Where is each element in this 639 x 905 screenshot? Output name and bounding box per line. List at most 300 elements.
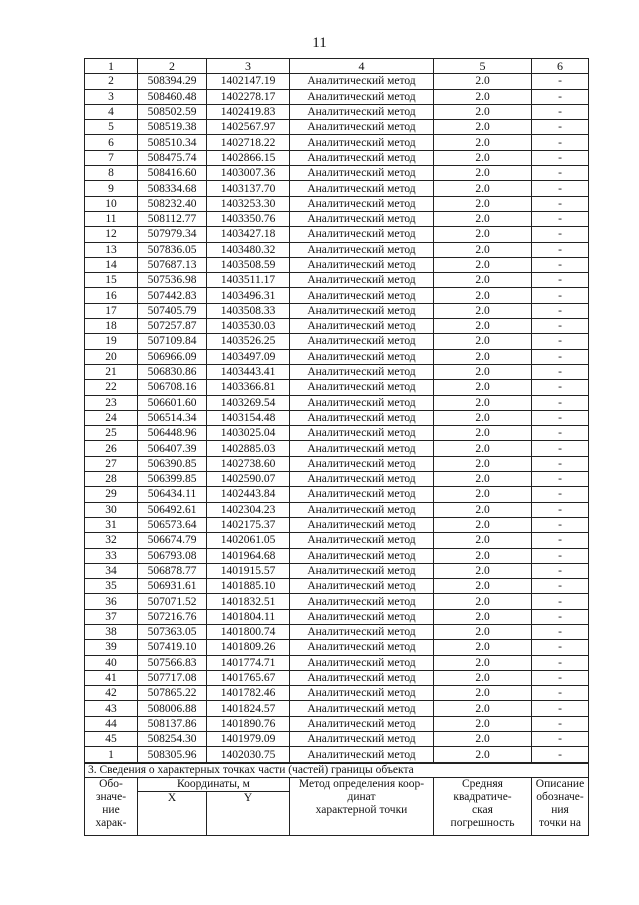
y-coordinate-cell: 1403508.33	[207, 303, 290, 318]
description-cell: -	[532, 150, 589, 165]
x-coordinate-cell: 506492.61	[138, 502, 207, 517]
point-number-cell: 8	[85, 166, 138, 181]
description-cell: -	[532, 410, 589, 425]
accuracy-cell: 2.0	[434, 196, 532, 211]
accuracy-cell: 2.0	[434, 181, 532, 196]
description-cell: -	[532, 380, 589, 395]
header-cell-3: 3	[207, 59, 290, 74]
point-number-cell: 12	[85, 227, 138, 242]
method-cell: Аналитический метод	[290, 319, 434, 334]
accuracy-cell: 2.0	[434, 104, 532, 119]
description-cell: -	[532, 732, 589, 747]
description-cell: -	[532, 517, 589, 532]
accuracy-cell: 2.0	[434, 349, 532, 364]
accuracy-cell: 2.0	[434, 456, 532, 471]
accuracy-cell: 2.0	[434, 257, 532, 272]
accuracy-cell: 2.0	[434, 716, 532, 731]
x-coordinate-cell: 507836.05	[138, 242, 207, 257]
accuracy-cell: 2.0	[434, 150, 532, 165]
method-cell: Аналитический метод	[290, 410, 434, 425]
y-coordinate-cell: 1402304.23	[207, 502, 290, 517]
x-coordinate-cell: 506399.85	[138, 472, 207, 487]
x-coordinate-cell: 507216.76	[138, 609, 207, 624]
method-cell: Аналитический метод	[290, 732, 434, 747]
table-row	[85, 472, 589, 487]
header-cell-4: 4	[290, 59, 434, 74]
y-coordinate-cell: 1403366.81	[207, 380, 290, 395]
x-coordinate-cell: 508006.88	[138, 701, 207, 716]
table-row	[85, 548, 589, 563]
point-number-cell: 34	[85, 563, 138, 578]
table-row	[85, 456, 589, 471]
point-number-cell: 3	[85, 89, 138, 104]
y-coordinate-cell: 1402419.83	[207, 104, 290, 119]
point-number-cell: 38	[85, 624, 138, 639]
y-coordinate-cell: 1403497.09	[207, 349, 290, 364]
point-number-cell: 40	[85, 655, 138, 670]
point-number-cell: 33	[85, 548, 138, 563]
table-row	[85, 211, 589, 226]
method-cell: Аналитический метод	[290, 624, 434, 639]
x-coordinate-cell: 506708.16	[138, 380, 207, 395]
y-coordinate-cell: 1402278.17	[207, 89, 290, 104]
x-coordinate-cell: 508112.77	[138, 211, 207, 226]
x-coordinate-cell: 506793.08	[138, 548, 207, 563]
method-cell: Аналитический метод	[290, 670, 434, 685]
y-coordinate-cell: 1402885.03	[207, 441, 290, 456]
point-designation-header	[85, 778, 138, 836]
table-row	[85, 89, 589, 104]
y-coordinate-cell: 1402147.19	[207, 74, 290, 89]
description-header	[532, 778, 589, 836]
x-coordinate-cell: 508510.34	[138, 135, 207, 150]
accuracy-cell: 2.0	[434, 74, 532, 89]
table-row	[85, 273, 589, 288]
x-coordinate-cell: 508416.60	[138, 166, 207, 181]
method-cell: Аналитический метод	[290, 303, 434, 318]
point-number-cell: 20	[85, 349, 138, 364]
method-cell: Аналитический метод	[290, 227, 434, 242]
description-cell: -	[532, 334, 589, 349]
x-coordinate-cell: 508137.86	[138, 716, 207, 731]
table-row	[85, 716, 589, 731]
table-row	[85, 227, 589, 242]
description-cell: -	[532, 716, 589, 731]
y-coordinate-cell: 1402443.84	[207, 487, 290, 502]
x-coordinate-cell: 506966.09	[138, 349, 207, 364]
description-cell: -	[532, 364, 589, 379]
accuracy-cell: 2.0	[434, 410, 532, 425]
page-number: 11	[312, 35, 327, 51]
method-cell: Аналитический метод	[290, 640, 434, 655]
description-cell: -	[532, 686, 589, 701]
accuracy-cell: 2.0	[434, 548, 532, 563]
accuracy-cell: 2.0	[434, 380, 532, 395]
accuracy-cell: 2.0	[434, 502, 532, 517]
description-cell: -	[532, 533, 589, 548]
description-cell: -	[532, 747, 589, 762]
x-coordinate-cell: 508254.30	[138, 732, 207, 747]
y-coordinate-cell: 1401765.67	[207, 670, 290, 685]
point-number-cell: 23	[85, 395, 138, 410]
method-cell: Аналитический метод	[290, 242, 434, 257]
y-coordinate-cell: 1401885.10	[207, 579, 290, 594]
y-coordinate-cell: 1403269.54	[207, 395, 290, 410]
point-number-cell: 22	[85, 380, 138, 395]
method-cell: Аналитический метод	[290, 89, 434, 104]
x-coordinate-cell: 507687.13	[138, 257, 207, 272]
accuracy-cell: 2.0	[434, 334, 532, 349]
point-number-cell: 28	[85, 472, 138, 487]
table-row	[85, 135, 589, 150]
description-cell: -	[532, 563, 589, 578]
point-number-cell: 21	[85, 364, 138, 379]
coordinates-table	[84, 58, 589, 763]
y-coordinate-cell: 1403427.18	[207, 227, 290, 242]
y-coordinate-cell: 1402866.15	[207, 150, 290, 165]
method-cell: Аналитический метод	[290, 104, 434, 119]
x-coordinate-cell: 508394.29	[138, 74, 207, 89]
table-row	[85, 150, 589, 165]
point-number-cell: 24	[85, 410, 138, 425]
accuracy-cell: 2.0	[434, 533, 532, 548]
accuracy-cell: 2.0	[434, 670, 532, 685]
table-row	[85, 701, 589, 716]
description-cell: -	[532, 594, 589, 609]
description-cell: -	[532, 288, 589, 303]
y-coordinate-cell: 1403154.48	[207, 410, 290, 425]
table-row	[85, 395, 589, 410]
header-cell-2: 2	[138, 59, 207, 74]
method-cell: Аналитический метод	[290, 273, 434, 288]
point-number-cell: 44	[85, 716, 138, 731]
x-header: X	[138, 792, 207, 836]
method-cell: Аналитический метод	[290, 196, 434, 211]
method-cell: Аналитический метод	[290, 166, 434, 181]
x-coordinate-cell: 506931.61	[138, 579, 207, 594]
description-label: Описание обозначе- ния точки на	[535, 778, 585, 829]
description-cell: -	[532, 548, 589, 563]
table-row	[85, 594, 589, 609]
y-coordinate-cell: 1402590.07	[207, 472, 290, 487]
point-number-cell: 31	[85, 517, 138, 532]
description-cell: -	[532, 640, 589, 655]
y-coordinate-cell: 1403025.04	[207, 426, 290, 441]
table-row	[85, 334, 589, 349]
point-number-cell: 11	[85, 211, 138, 226]
point-number-cell: 30	[85, 502, 138, 517]
x-coordinate-cell: 506514.34	[138, 410, 207, 425]
y-coordinate-cell: 1402718.22	[207, 135, 290, 150]
table-row	[85, 655, 589, 670]
x-coordinate-cell: 507257.87	[138, 319, 207, 334]
section-3-title-row	[85, 764, 589, 778]
point-number-cell: 37	[85, 609, 138, 624]
description-cell: -	[532, 502, 589, 517]
table-row	[85, 104, 589, 119]
table-row	[85, 579, 589, 594]
method-cell: Аналитический метод	[290, 211, 434, 226]
table-row	[85, 624, 589, 639]
description-cell: -	[532, 211, 589, 226]
section-3-header-row-1	[85, 778, 589, 792]
table-row	[85, 196, 589, 211]
method-label: Метод определения коор- динат характерной точки	[298, 778, 425, 816]
description-cell: -	[532, 579, 589, 594]
method-cell: Аналитический метод	[290, 579, 434, 594]
accuracy-cell: 2.0	[434, 517, 532, 532]
table-row	[85, 747, 589, 762]
description-cell: -	[532, 135, 589, 150]
y-coordinate-cell: 1403350.76	[207, 211, 290, 226]
y-coordinate-cell: 1401890.76	[207, 716, 290, 731]
description-cell: -	[532, 257, 589, 272]
x-coordinate-cell: 508232.40	[138, 196, 207, 211]
x-coordinate-cell: 507979.34	[138, 227, 207, 242]
accuracy-cell: 2.0	[434, 472, 532, 487]
point-number-cell: 10	[85, 196, 138, 211]
method-cell: Аналитический метод	[290, 701, 434, 716]
accuracy-cell: 2.0	[434, 701, 532, 716]
accuracy-cell: 2.0	[434, 242, 532, 257]
description-cell: -	[532, 196, 589, 211]
method-cell: Аналитический метод	[290, 257, 434, 272]
method-cell: Аналитический метод	[290, 533, 434, 548]
point-number-cell: 13	[85, 242, 138, 257]
table-row	[85, 257, 589, 272]
y-coordinate-cell: 1403496.31	[207, 288, 290, 303]
point-number-cell: 2	[85, 74, 138, 89]
method-header	[290, 778, 434, 836]
method-cell: Аналитический метод	[290, 548, 434, 563]
y-coordinate-cell: 1401800.74	[207, 624, 290, 639]
point-number-cell: 16	[85, 288, 138, 303]
description-cell: -	[532, 120, 589, 135]
accuracy-cell: 2.0	[434, 211, 532, 226]
point-number-cell: 32	[85, 533, 138, 548]
x-coordinate-cell: 507865.22	[138, 686, 207, 701]
y-coordinate-cell: 1403480.32	[207, 242, 290, 257]
method-cell: Аналитический метод	[290, 655, 434, 670]
accuracy-cell: 2.0	[434, 686, 532, 701]
description-cell: -	[532, 104, 589, 119]
point-number-cell: 29	[85, 487, 138, 502]
point-number-cell: 14	[85, 257, 138, 272]
method-cell: Аналитический метод	[290, 395, 434, 410]
table-row	[85, 533, 589, 548]
description-cell: -	[532, 273, 589, 288]
accuracy-cell: 2.0	[434, 609, 532, 624]
x-coordinate-cell: 508334.68	[138, 181, 207, 196]
method-cell: Аналитический метод	[290, 472, 434, 487]
x-coordinate-cell: 507536.98	[138, 273, 207, 288]
y-coordinate-cell: 1402030.75	[207, 747, 290, 762]
accuracy-cell: 2.0	[434, 166, 532, 181]
table-row	[85, 349, 589, 364]
y-coordinate-cell: 1401915.57	[207, 563, 290, 578]
point-number-cell: 17	[85, 303, 138, 318]
description-cell: -	[532, 319, 589, 334]
x-coordinate-cell: 507442.83	[138, 288, 207, 303]
y-coordinate-cell: 1401782.46	[207, 686, 290, 701]
table-row	[85, 364, 589, 379]
method-cell: Аналитический метод	[290, 456, 434, 471]
accuracy-cell: 2.0	[434, 273, 532, 288]
description-cell: -	[532, 624, 589, 639]
description-cell: -	[532, 74, 589, 89]
description-cell: -	[532, 426, 589, 441]
method-cell: Аналитический метод	[290, 686, 434, 701]
x-coordinate-cell: 506830.86	[138, 364, 207, 379]
table-row	[85, 181, 589, 196]
description-cell: -	[532, 166, 589, 181]
x-coordinate-cell: 506448.96	[138, 426, 207, 441]
header-cell-6: 6	[532, 59, 589, 74]
point-number-cell: 15	[85, 273, 138, 288]
method-cell: Аналитический метод	[290, 563, 434, 578]
section-3-title: 3. Сведения о характерных точках части (частей) границы объекта	[85, 764, 589, 778]
point-number-cell: 42	[85, 686, 138, 701]
x-coordinate-cell: 506573.64	[138, 517, 207, 532]
y-coordinate-cell: 1402175.37	[207, 517, 290, 532]
x-coordinate-cell: 507717.08	[138, 670, 207, 685]
method-cell: Аналитический метод	[290, 349, 434, 364]
table-row	[85, 74, 589, 89]
y-coordinate-cell: 1401979.09	[207, 732, 290, 747]
y-coordinate-cell: 1403508.59	[207, 257, 290, 272]
description-cell: -	[532, 609, 589, 624]
table-row	[85, 609, 589, 624]
y-coordinate-cell: 1403526.25	[207, 334, 290, 349]
table-row	[85, 441, 589, 456]
accuracy-cell: 2.0	[434, 487, 532, 502]
y-coordinate-cell: 1403511.17	[207, 273, 290, 288]
description-cell: -	[532, 487, 589, 502]
method-cell: Аналитический метод	[290, 426, 434, 441]
description-cell: -	[532, 227, 589, 242]
x-coordinate-cell: 508460.48	[138, 89, 207, 104]
table-row	[85, 288, 589, 303]
point-number-cell: 43	[85, 701, 138, 716]
point-number-cell: 41	[85, 670, 138, 685]
x-coordinate-cell: 508475.74	[138, 150, 207, 165]
accuracy-cell: 2.0	[434, 120, 532, 135]
y-coordinate-cell: 1401824.57	[207, 701, 290, 716]
method-cell: Аналитический метод	[290, 487, 434, 502]
table-row	[85, 640, 589, 655]
point-number-cell: 1	[85, 747, 138, 762]
section-3-table	[84, 763, 589, 836]
table-row	[85, 502, 589, 517]
method-cell: Аналитический метод	[290, 181, 434, 196]
method-cell: Аналитический метод	[290, 502, 434, 517]
point-number-cell: 35	[85, 579, 138, 594]
y-coordinate-cell: 1402567.97	[207, 120, 290, 135]
x-coordinate-cell: 506390.85	[138, 456, 207, 471]
point-number-cell: 9	[85, 181, 138, 196]
accuracy-cell: 2.0	[434, 579, 532, 594]
accuracy-cell: 2.0	[434, 563, 532, 578]
header-cell-1: 1	[85, 59, 138, 74]
method-cell: Аналитический метод	[290, 334, 434, 349]
description-cell: -	[532, 441, 589, 456]
accuracy-header	[434, 778, 532, 836]
accuracy-cell: 2.0	[434, 135, 532, 150]
header-cell-5: 5	[434, 59, 532, 74]
table-row	[85, 517, 589, 532]
point-number-cell: 6	[85, 135, 138, 150]
table-row	[85, 319, 589, 334]
x-coordinate-cell: 508502.59	[138, 104, 207, 119]
description-cell: -	[532, 670, 589, 685]
point-designation-label: Обо- значе- ние харак-	[95, 778, 127, 829]
description-cell: -	[532, 655, 589, 670]
point-number-cell: 4	[85, 104, 138, 119]
y-coordinate-cell: 1403007.36	[207, 166, 290, 181]
table-row	[85, 686, 589, 701]
method-cell: Аналитический метод	[290, 716, 434, 731]
accuracy-cell: 2.0	[434, 227, 532, 242]
point-number-cell: 25	[85, 426, 138, 441]
y-coordinate-cell: 1401774.71	[207, 655, 290, 670]
table-header-row	[85, 59, 589, 74]
table-row	[85, 303, 589, 318]
accuracy-cell: 2.0	[434, 594, 532, 609]
x-coordinate-cell: 506601.60	[138, 395, 207, 410]
method-cell: Аналитический метод	[290, 380, 434, 395]
table-row	[85, 487, 589, 502]
table-row	[85, 426, 589, 441]
table-row	[85, 563, 589, 578]
x-coordinate-cell: 506407.39	[138, 441, 207, 456]
method-cell: Аналитический метод	[290, 441, 434, 456]
accuracy-cell: 2.0	[434, 364, 532, 379]
description-cell: -	[532, 242, 589, 257]
y-coordinate-cell: 1403443.41	[207, 364, 290, 379]
y-coordinate-cell: 1401804.11	[207, 609, 290, 624]
method-cell: Аналитический метод	[290, 120, 434, 135]
method-cell: Аналитический метод	[290, 517, 434, 532]
method-cell: Аналитический метод	[290, 609, 434, 624]
accuracy-cell: 2.0	[434, 441, 532, 456]
point-number-cell: 5	[85, 120, 138, 135]
table-row	[85, 380, 589, 395]
x-coordinate-cell: 506878.77	[138, 563, 207, 578]
point-number-cell: 36	[85, 594, 138, 609]
accuracy-cell: 2.0	[434, 303, 532, 318]
x-coordinate-cell: 508519.38	[138, 120, 207, 135]
accuracy-cell: 2.0	[434, 426, 532, 441]
point-number-cell: 27	[85, 456, 138, 471]
x-coordinate-cell: 506674.79	[138, 533, 207, 548]
y-coordinate-cell: 1401964.68	[207, 548, 290, 563]
description-cell: -	[532, 395, 589, 410]
x-coordinate-cell: 507419.10	[138, 640, 207, 655]
accuracy-label: Средняя квадратиче- ская погрешность	[450, 778, 515, 829]
x-coordinate-cell: 508305.96	[138, 747, 207, 762]
table-row	[85, 166, 589, 181]
method-cell: Аналитический метод	[290, 135, 434, 150]
accuracy-cell: 2.0	[434, 319, 532, 334]
point-number-cell: 45	[85, 732, 138, 747]
point-number-cell: 26	[85, 441, 138, 456]
point-number-cell: 7	[85, 150, 138, 165]
table-row	[85, 732, 589, 747]
y-header: Y	[207, 792, 290, 836]
description-cell: -	[532, 181, 589, 196]
point-number-cell: 18	[85, 319, 138, 334]
method-cell: Аналитический метод	[290, 74, 434, 89]
